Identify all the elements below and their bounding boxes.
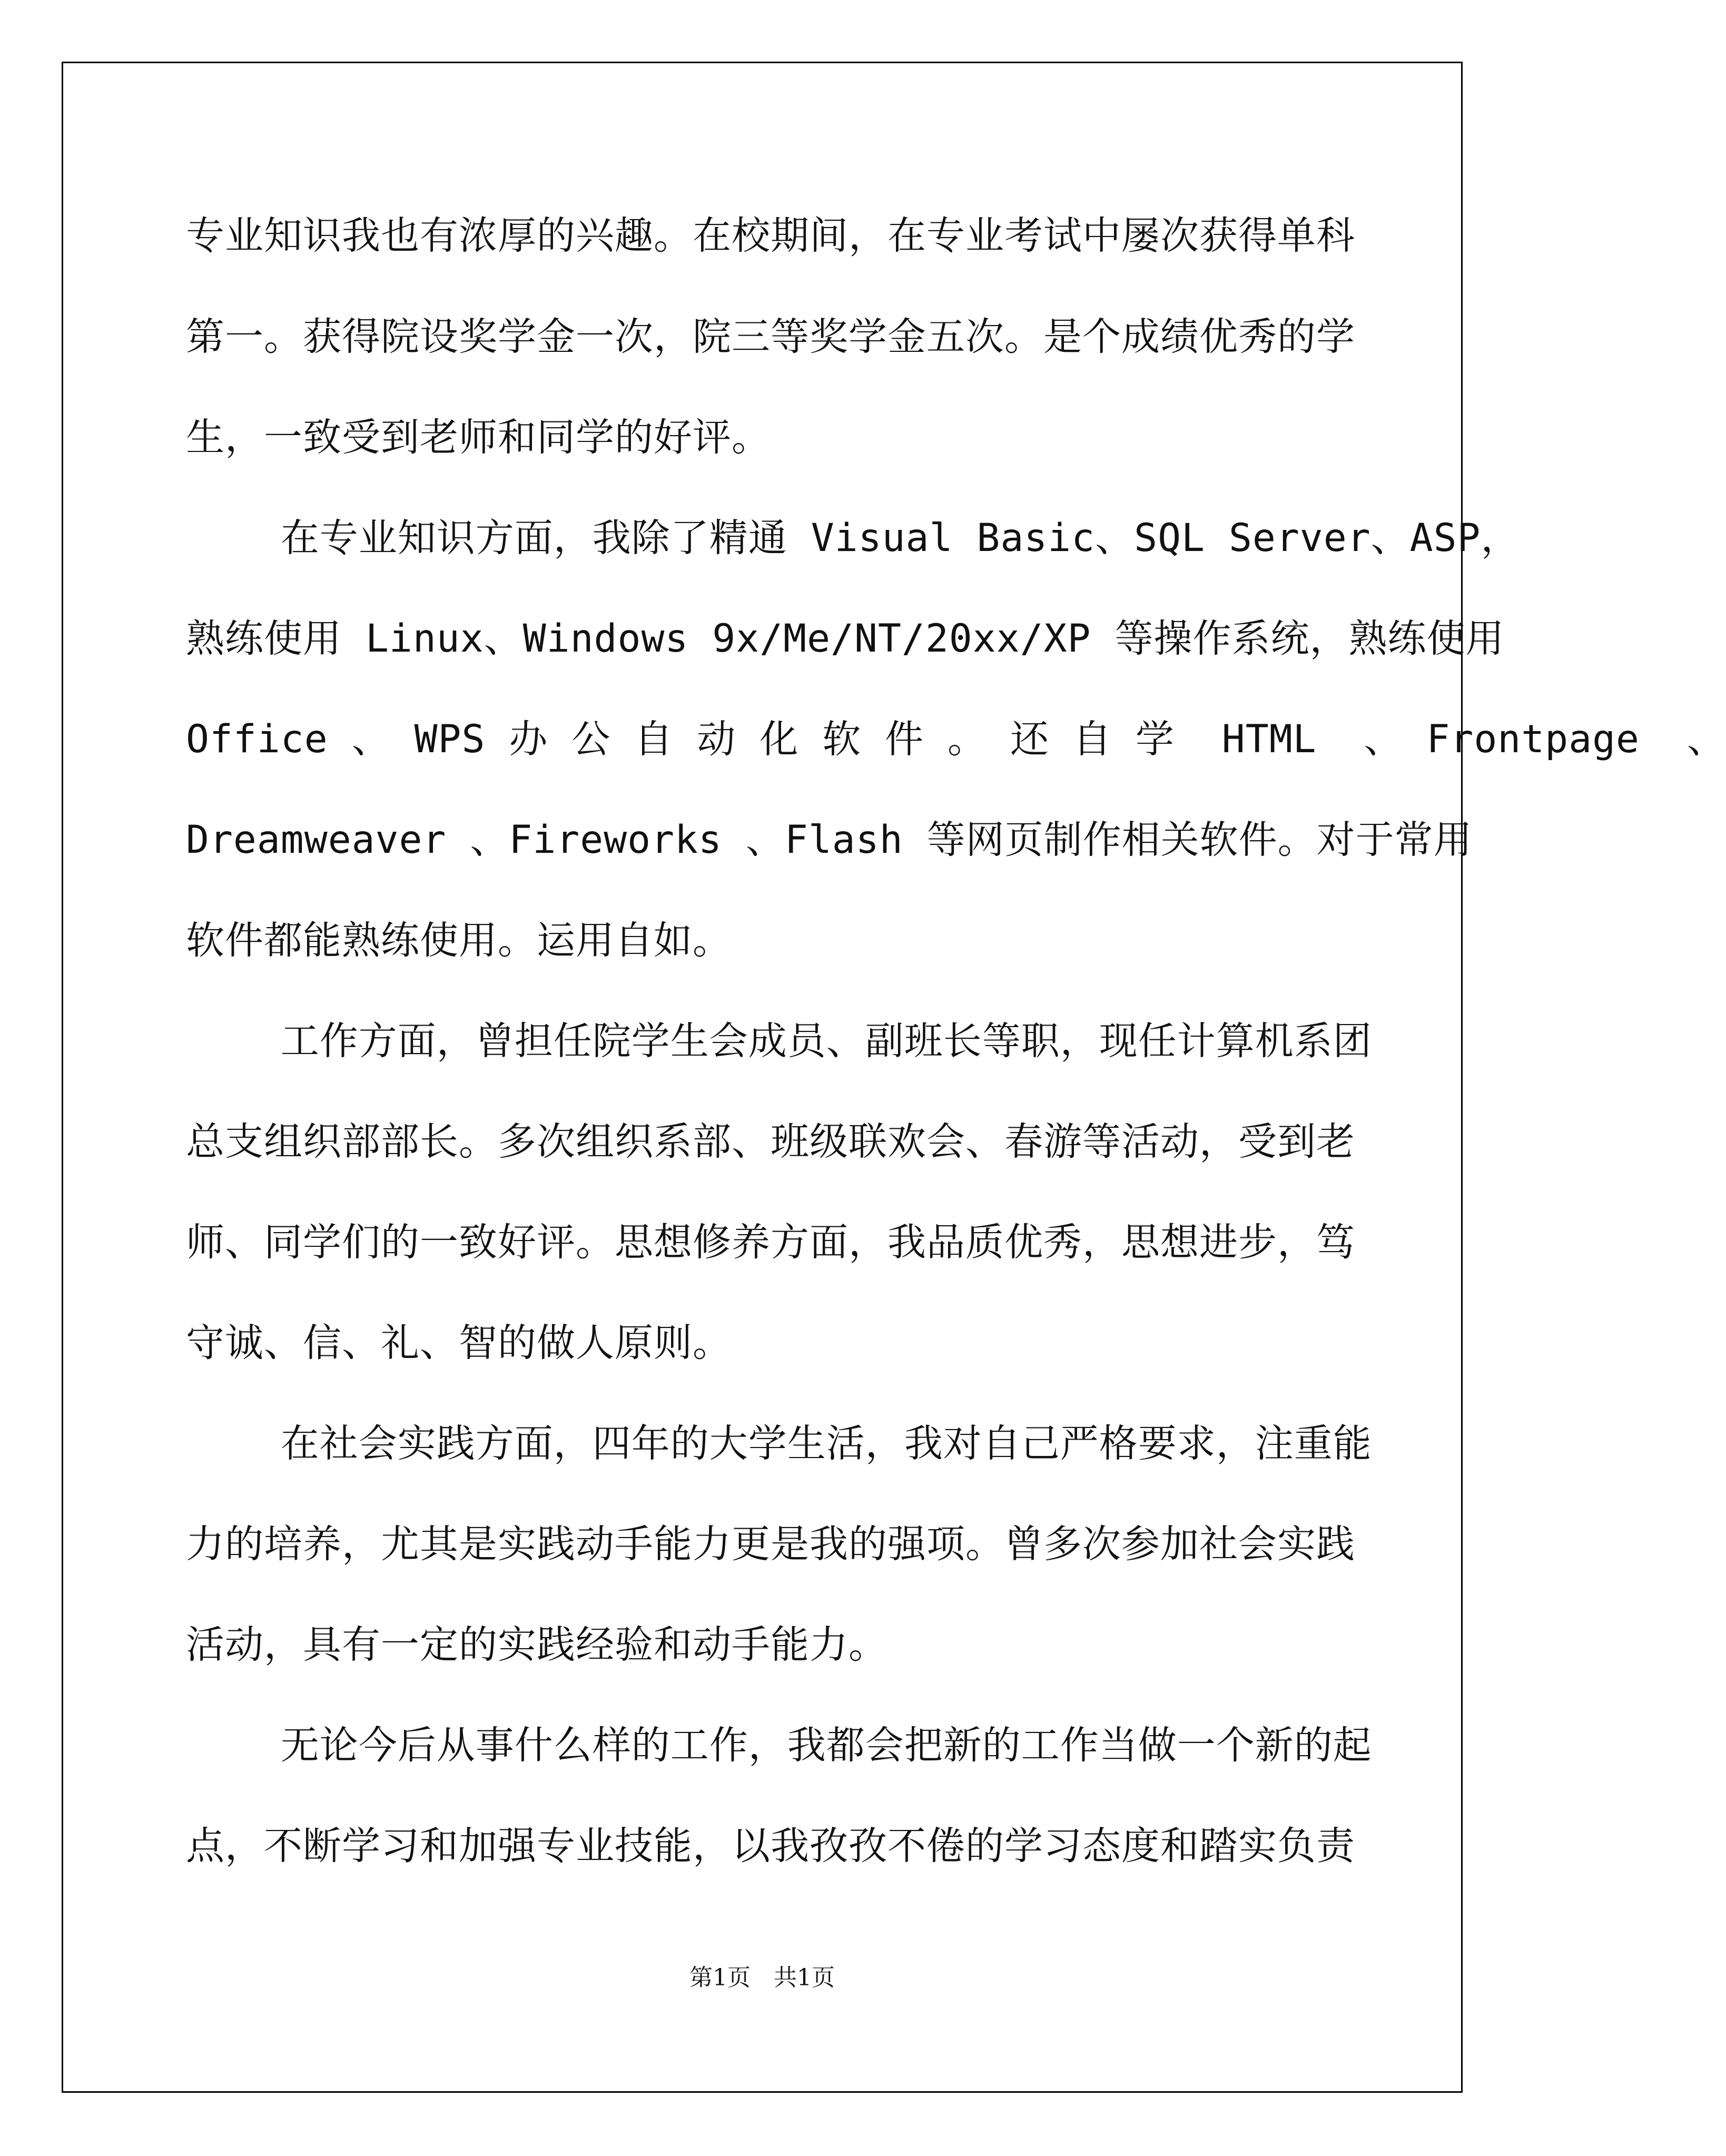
text-line: 软件都能熟练使用。运用自如。: [186, 918, 732, 963]
text-line: Office 、 WPS 办 公 自 动 化 软 件 。 还 自 学 HTML 、 Frontpage 、: [186, 717, 1726, 762]
text-line: 活动，具有一定的实践经验和动手能力。: [186, 1622, 887, 1667]
text-line: 工作方面，曾担任院学生会成员、副班长等职，现任计算机系团: [186, 1019, 1372, 1064]
text-line: 熟练使用 Linux、Windows 9x/Me/NT/20xx/XP 等操作系统，熟练使用: [186, 616, 1505, 661]
text-line: 总支组织部部长。多次组织系部、班级联欢会、春游等活动，受到老: [186, 1119, 1355, 1164]
text-line: 守诚、信、礼、智的做人原则。: [186, 1321, 732, 1365]
text-line: 第一。获得院设奖学金一次，院三等奖学金五次。是个成绩优秀的学: [186, 314, 1355, 359]
text-line: 在社会实践方面，四年的大学生活，我对自己严格要求，注重能: [186, 1421, 1372, 1466]
text-line: Dreamweaver 、Fireworks 、Flash 等网页制作相关软件。对于常用: [186, 818, 1473, 862]
text-line: 在专业知识方面，我除了精通 Visual Basic、SQL Server、ASP，: [186, 516, 1520, 560]
text-line: 点，不断学习和加强专业技能，以我孜孜不倦的学习态度和踏实负责: [186, 1824, 1355, 1868]
text-line: 力的培养，尤其是实践动手能力更是我的强项。曾多次参加社会实践: [186, 1522, 1355, 1567]
page-footer: 第1页 共1页: [689, 1964, 835, 1991]
text-line: 无论今后从事什么样的工作，我都会把新的工作当做一个新的起: [186, 1723, 1372, 1768]
page-border: [62, 62, 1463, 2093]
text-line: 生，一致受到老师和同学的好评。: [186, 415, 771, 460]
text-line: 专业知识我也有浓厚的兴趣。在校期间，在专业考试中屡次获得单科: [186, 213, 1355, 258]
text-line: 师、同学们的一致好评。思想修养方面，我品质优秀，思想进步，笃: [186, 1220, 1355, 1265]
